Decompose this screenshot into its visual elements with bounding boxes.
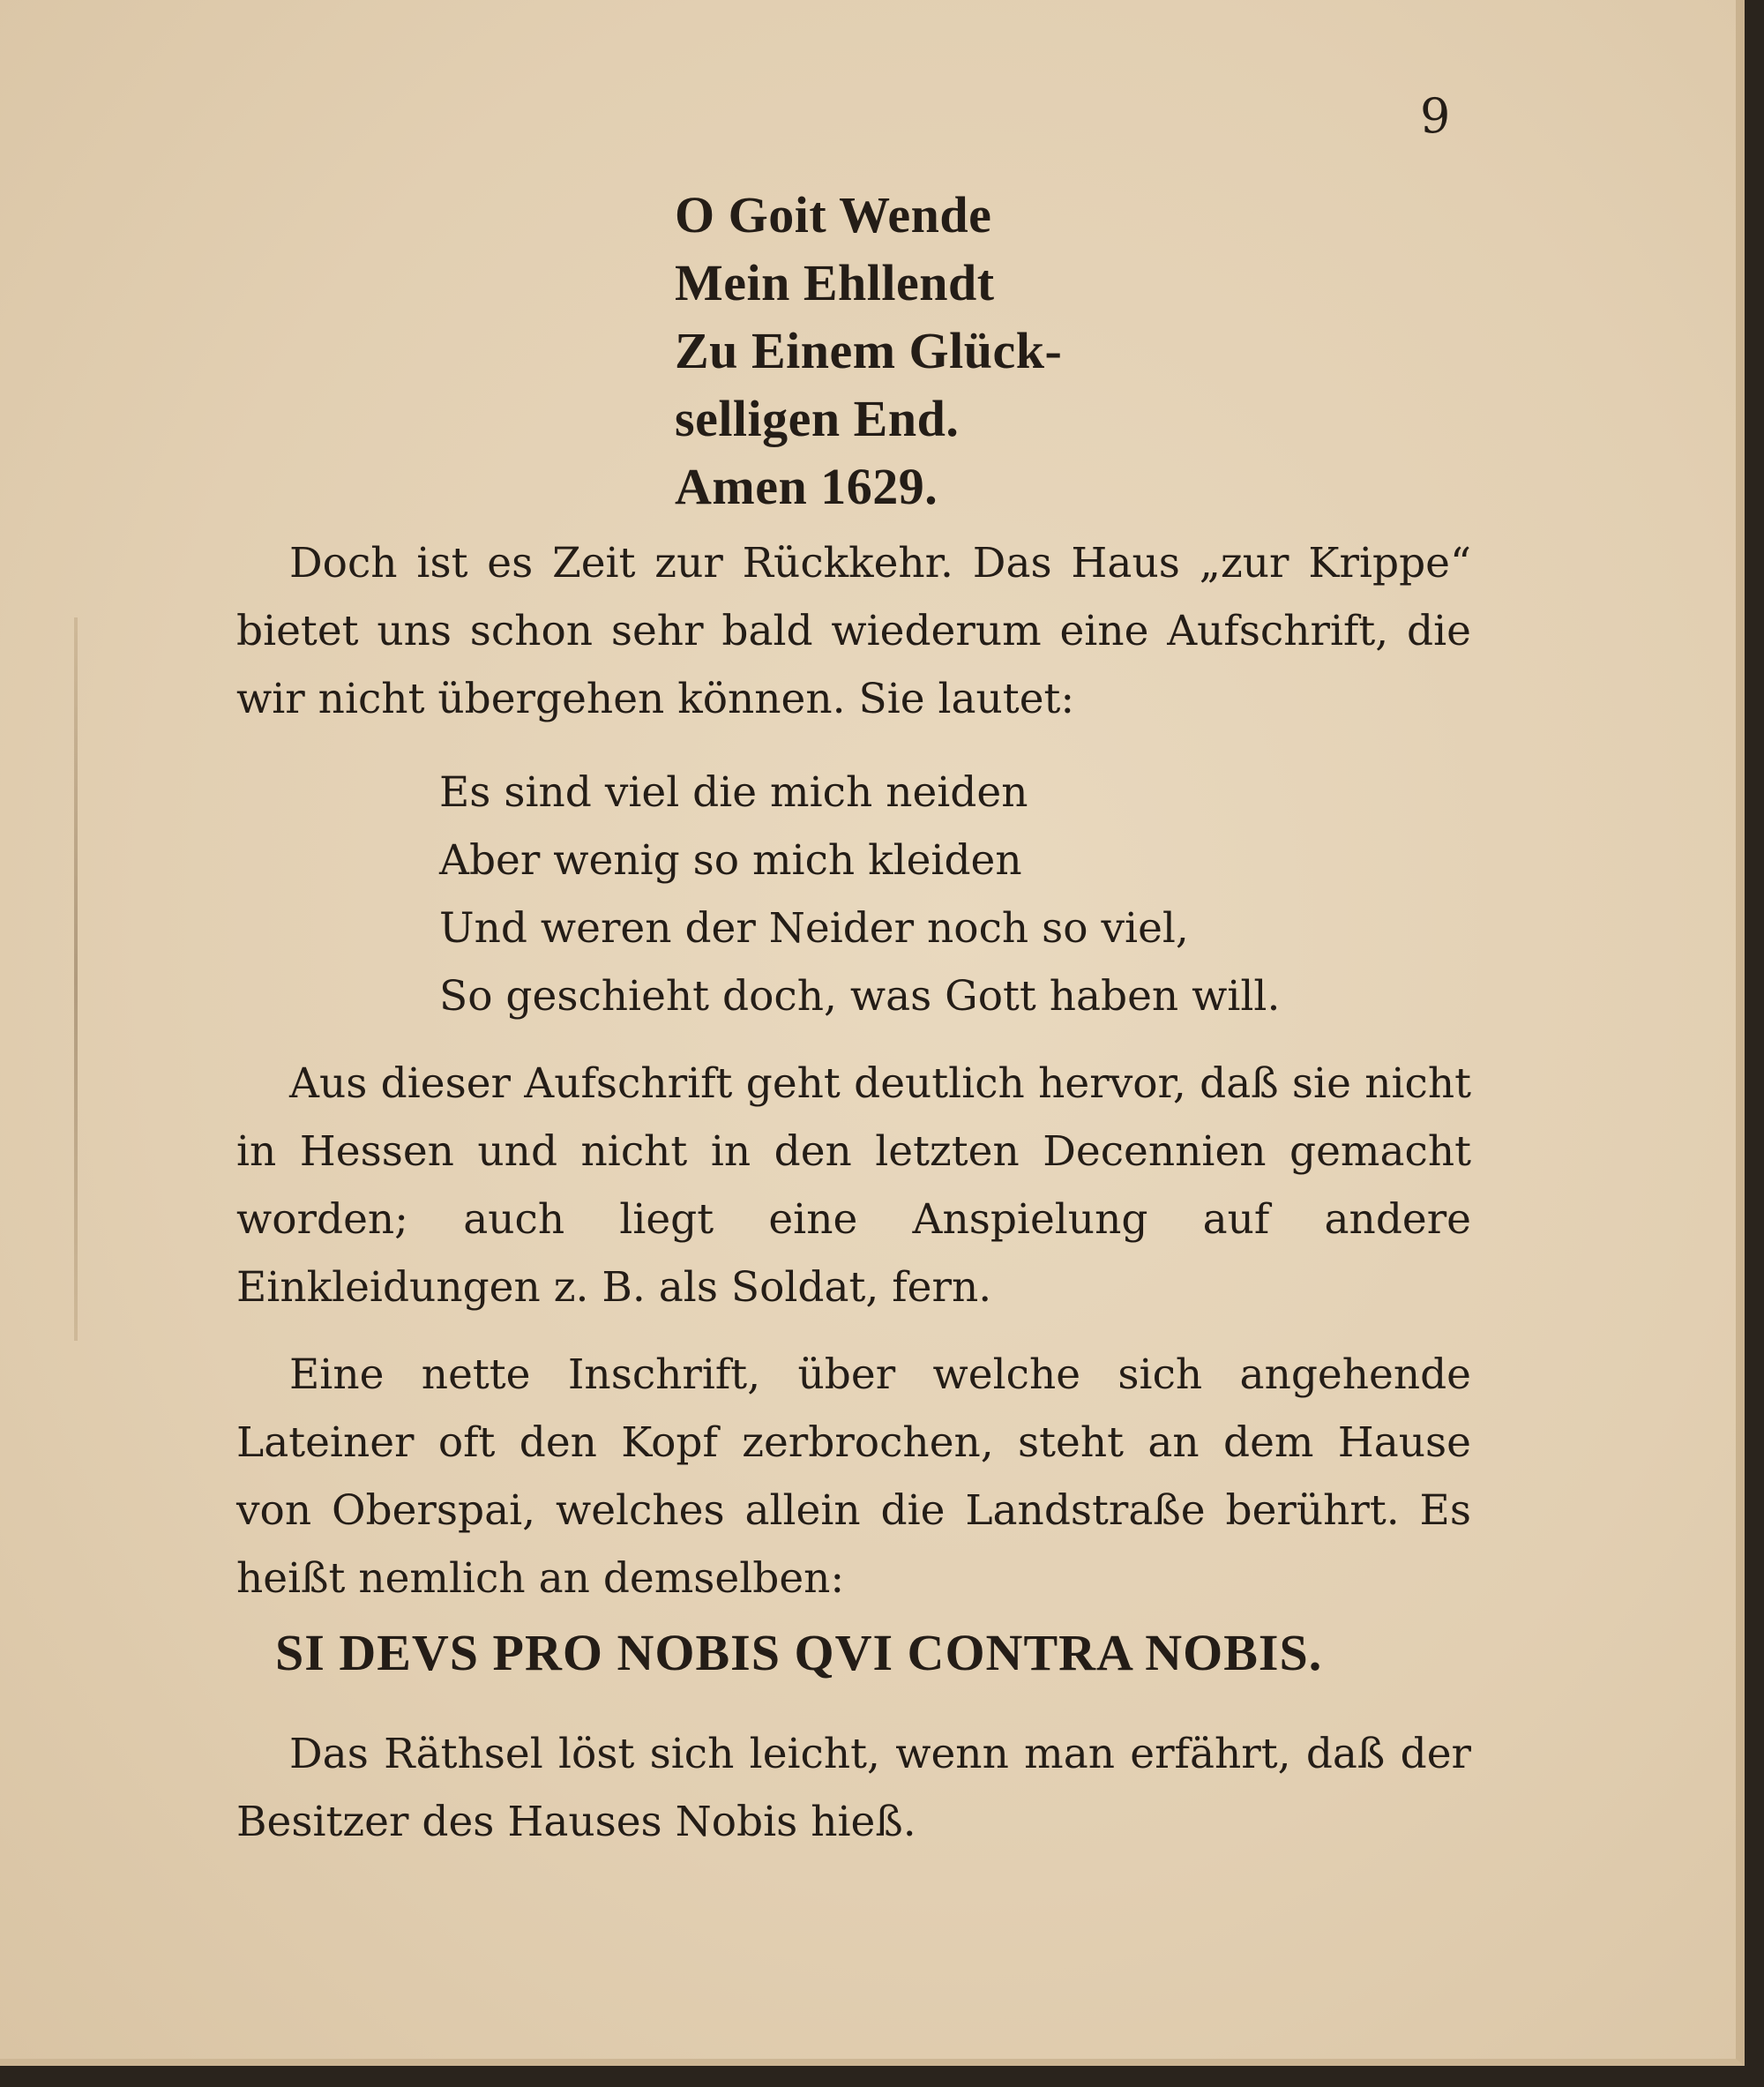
verse-line: Aber wenig so mich kleiden (439, 836, 1022, 885)
poem-line: O Goit Wende (675, 186, 992, 243)
verse-inscription (439, 759, 1280, 1030)
paragraph-analysis: Aus dieser Aufschrift geht deutlich hervor, daß sie nicht in Hessen und nicht in den letzten Decennien gemacht worden; auch liegt eine Anspielung auf andere Einkleidungen z. B. als Soldat, fern. (236, 1059, 1471, 1312)
poem-line: selligen End. (675, 390, 960, 447)
inscription-poem (675, 181, 1062, 520)
latin-motto: SI DEVS PRO NOBIS QVI CONTRA NOBIS. (275, 1624, 1323, 1681)
paragraph-return: Doch ist es Zeit zur Rückkehr. Das Haus „zur Krippe“ bietet uns schon sehr bald wiederum eine Aufschrift, die wir nicht übergehen können. Sie lautet: (236, 539, 1471, 723)
verse-line: So geschieht doch, was Gott haben will. (439, 972, 1281, 1021)
verse-line: Es sind viel die mich neiden (439, 768, 1028, 817)
poem-line: Mein Ehllendt (675, 254, 995, 311)
paragraph-inscription-intro: Eine nette Inschrift, über welche sich angehende Lateiner oft den Kopf zerbrochen, steht an dem Hause von Oberspai, welches allein die Landstraße berührt. Es heißt nemlich an demselben: (236, 1350, 1471, 1603)
poem-line: Zu Einem Glück- (675, 322, 1063, 379)
poem-line: Amen 1629. (675, 458, 938, 515)
page-number: 9 (1420, 88, 1451, 144)
paragraph-riddle-solution: Das Räthsel löst sich leicht, wenn man erfährt, daß der Besitzer des Hauses Nobis hieß. (236, 1730, 1471, 1846)
page-gutter-shadow (74, 617, 78, 1341)
verse-line: Und weren der Neider noch so viel, (439, 904, 1189, 953)
